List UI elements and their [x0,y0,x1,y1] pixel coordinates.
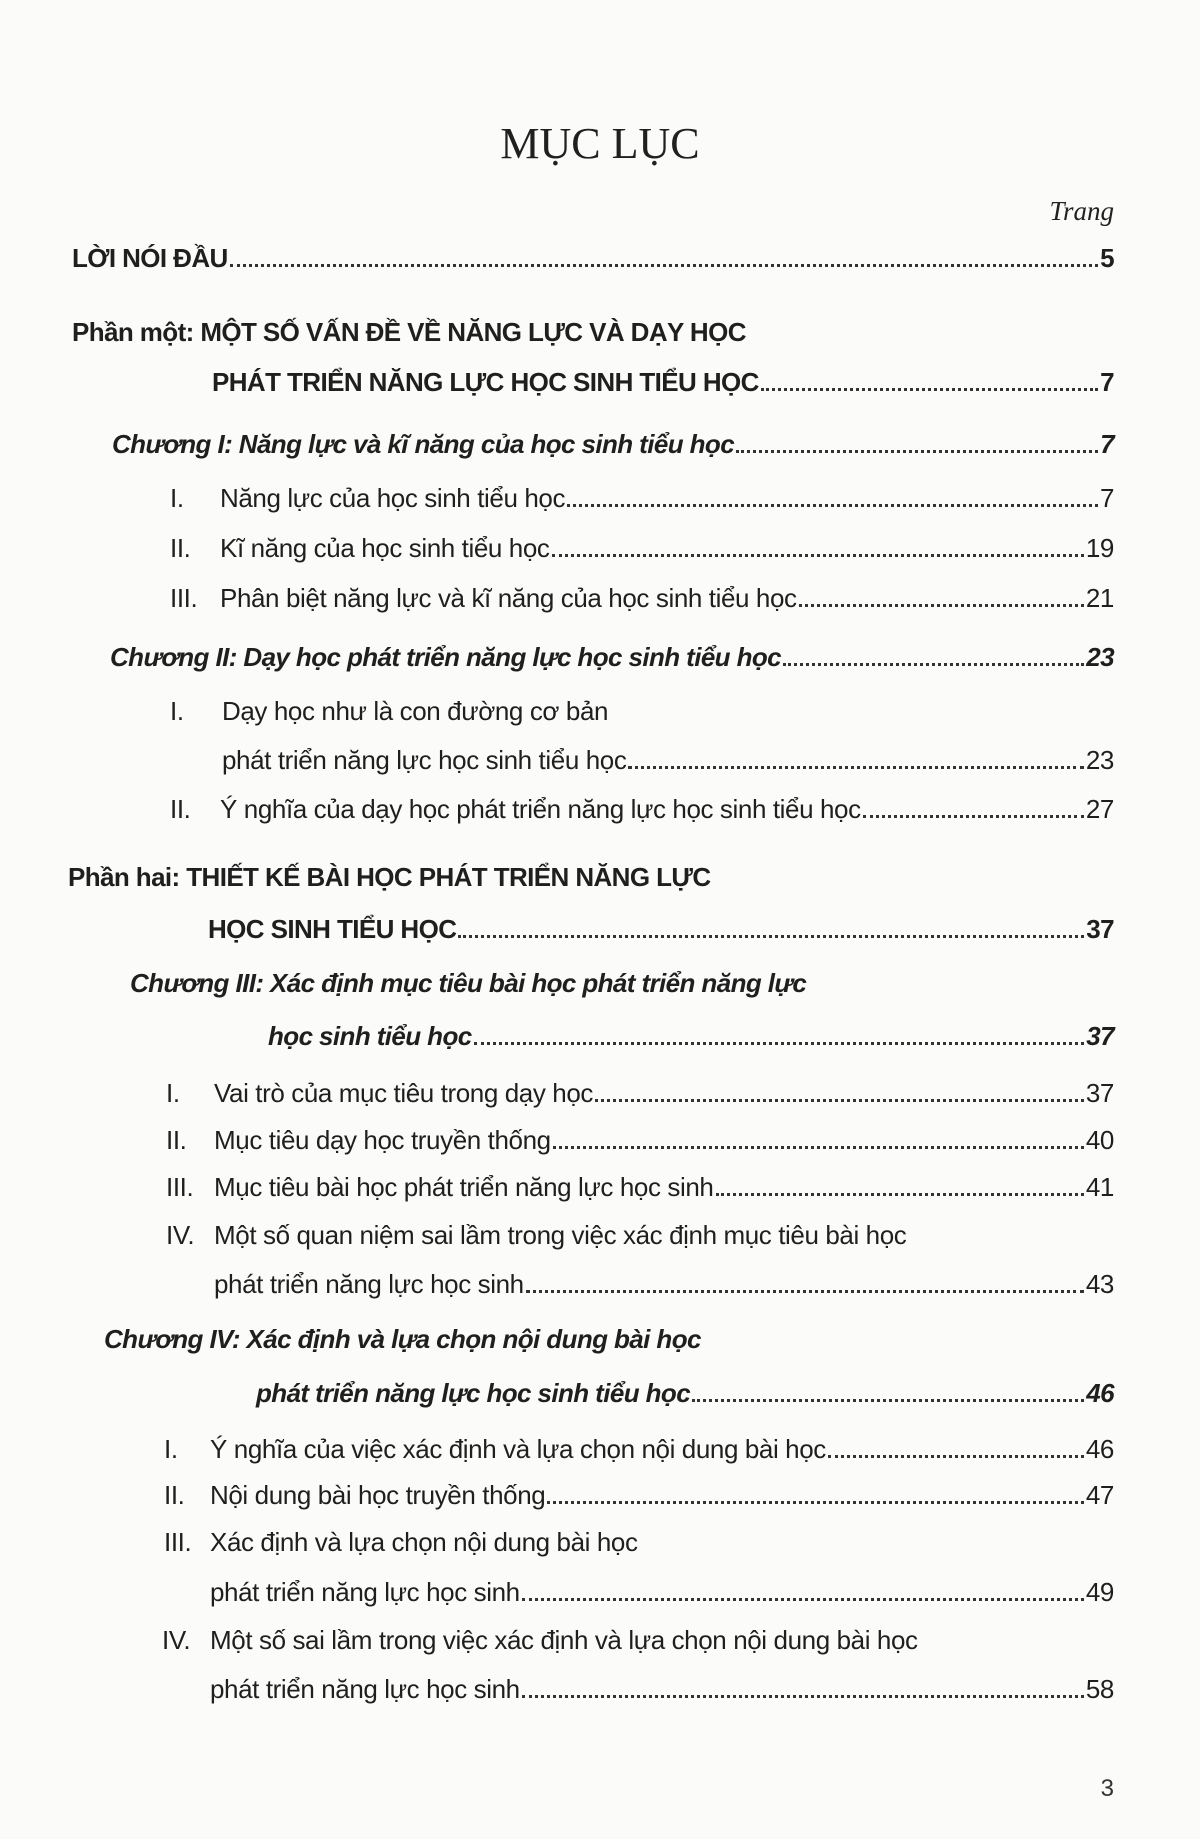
toc-entry-label: Chương II: Dạy học phát triển năng lực học sinh tiểu học [110,642,782,672]
leader-dots [526,1282,1084,1293]
leader-dots [230,256,1098,267]
item-number: II. [170,533,191,563]
toc-entry-label: Nội dung bài học truyền thống [210,1480,546,1510]
page-title: MỤC LỤC [500,119,700,168]
leader-dots [783,655,1084,666]
toc-entry-item[interactable] [210,1576,1114,1608]
leader-dots [458,927,1084,938]
toc-page-number: 46 [1086,1378,1114,1408]
toc-entry-item[interactable] [210,1433,1114,1465]
leader-dots [628,758,1083,769]
toc-entry-label: Kĩ năng của học sinh tiểu học [220,533,550,563]
toc-entry-label: phát triển năng lực học sinh [210,1674,520,1704]
toc-page-number: 58 [1085,1674,1114,1704]
item-number: II. [166,1125,187,1155]
leader-dots [567,496,1098,507]
toc-page-number: 21 [1085,583,1114,613]
toc-page-number: 43 [1085,1269,1114,1299]
toc-entry-label: Mục tiêu bài học phát triển năng lực học sinh [214,1172,714,1202]
toc-page-number: 37 [1086,914,1114,944]
toc-entry-item[interactable] [210,1479,1114,1511]
toc-page-number: 19 [1085,533,1114,563]
toc-page-number: 40 [1085,1125,1114,1155]
item-number: III. [170,583,198,613]
leader-dots [522,1687,1084,1698]
toc-page-number: 7 [1100,367,1114,397]
toc-entry-item-line1: Một số sai lầm trong việc xác định và lựa chọn nội dung bài học [210,1625,918,1655]
toc-entry-chapter2[interactable] [110,641,1114,673]
toc-entry-item[interactable] [214,1124,1114,1156]
toc-entry-item[interactable] [214,1077,1114,1109]
item-number: II. [170,794,191,824]
toc-entry-item[interactable] [214,1171,1114,1203]
toc-page-number: 49 [1085,1577,1114,1607]
toc-entry-item[interactable] [214,1268,1114,1300]
toc-entry-item[interactable] [220,582,1114,614]
page-column-label: Trang [1049,196,1114,226]
chapter3-title-line1: Chương III: Xác định mục tiêu bài học phát triển năng lực [130,968,807,998]
toc-page-number: 23 [1085,745,1114,775]
leader-dots [522,1590,1084,1601]
toc-page-number: 27 [1085,794,1114,824]
toc-entry-label: LỜI NÓI ĐẦU [72,243,228,273]
toc-entry-item[interactable] [220,482,1114,514]
toc-page-number: 23 [1086,642,1114,672]
toc-entry-item-line1: Xác định và lựa chọn nội dung bài học [210,1527,638,1557]
toc-entry-label: học sinh tiểu học [268,1021,472,1051]
toc-entry-label: Phân biệt năng lực và kĩ năng của học sinh tiểu học [220,583,797,613]
toc-entry-label: Ý nghĩa của dạy học phát triển năng lực học sinh tiểu học [220,794,861,824]
leader-dots [552,546,1084,557]
leader-dots [799,596,1084,607]
item-number: I. [170,696,184,726]
item-number: IV. [166,1220,195,1250]
leader-dots [474,1034,1085,1045]
toc-entry-label: Vai trò của mục tiêu trong dạy học [214,1078,594,1108]
leader-dots [828,1447,1084,1458]
toc-page-number: 37 [1086,1021,1114,1051]
leader-dots [692,1391,1084,1402]
toc-entry-part1[interactable] [212,366,1114,398]
toc-entry-label: Mục tiêu dạy học truyền thống [214,1125,551,1155]
item-number: III. [166,1172,194,1202]
toc-entry-item-line1: Dạy học như là con đường cơ bản [222,696,609,726]
part1-title-line1: Phần một: MỘT SỐ VẤN ĐỀ VỀ NĂNG LỰC VÀ DẠY HỌC [72,317,746,347]
toc-page-number: 46 [1085,1434,1114,1464]
toc-entry-label: Năng lực của học sinh tiểu học [220,483,566,513]
item-number: I. [164,1434,178,1464]
toc-page-number: 5 [1100,243,1114,273]
toc-entry-item[interactable] [210,1673,1114,1705]
toc-entry-label: PHÁT TRIỂN NĂNG LỰC HỌC SINH TIỂU HỌC [212,367,759,397]
item-number: I. [170,483,184,513]
toc-entry-label: HỌC SINH TIỂU HỌC [208,914,457,944]
leader-dots [547,1493,1084,1504]
item-number: I. [166,1078,180,1108]
leader-dots [761,380,1098,391]
toc-page-number: 37 [1085,1078,1114,1108]
toc-page-number: 7 [1099,483,1114,513]
toc-entry-part2[interactable] [208,913,1114,945]
leader-dots [716,1185,1084,1196]
page-number: 3 [1100,1775,1114,1802]
toc-entry-label: phát triển năng lực học sinh tiểu học [222,745,627,775]
toc-entry-label: phát triển năng lực học sinh tiểu học [256,1378,691,1408]
toc-page-number: 41 [1085,1172,1114,1202]
toc-entry-chapter4[interactable] [256,1377,1114,1409]
toc-entry-label: Chương I: Năng lực và kĩ năng của học sinh tiểu học [112,429,735,459]
toc-page-number: 47 [1085,1480,1114,1510]
toc-entry-label: Ý nghĩa của việc xác định và lựa chọn nội dung bài học [210,1434,826,1464]
toc-entry-item-line1: Một số quan niệm sai lầm trong việc xác định mục tiêu bài học [214,1220,907,1250]
leader-dots [553,1138,1084,1149]
item-number: IV. [162,1625,191,1655]
toc-entry-label: phát triển năng lực học sinh [214,1269,524,1299]
leader-dots [736,442,1098,453]
chapter4-title-line1: Chương IV: Xác định và lựa chọn nội dung bài học [104,1324,701,1354]
toc-entry-chapter1[interactable] [112,428,1114,460]
toc-entry-preface[interactable] [72,242,1114,274]
toc-entry-item[interactable] [220,532,1114,564]
part2-title-line1: Phần hai: THIẾT KẾ BÀI HỌC PHÁT TRIỂN NĂNG LỰC [68,862,711,892]
toc-page-number: 7 [1100,429,1114,459]
toc-entry-label: phát triển năng lực học sinh [210,1577,520,1607]
item-number: III. [164,1527,192,1557]
leader-dots [595,1091,1084,1102]
leader-dots [863,807,1084,818]
toc-entry-item[interactable] [220,793,1114,825]
toc-entry-chapter3[interactable] [268,1020,1114,1052]
toc-entry-item[interactable] [222,744,1114,776]
item-number: II. [164,1480,185,1510]
